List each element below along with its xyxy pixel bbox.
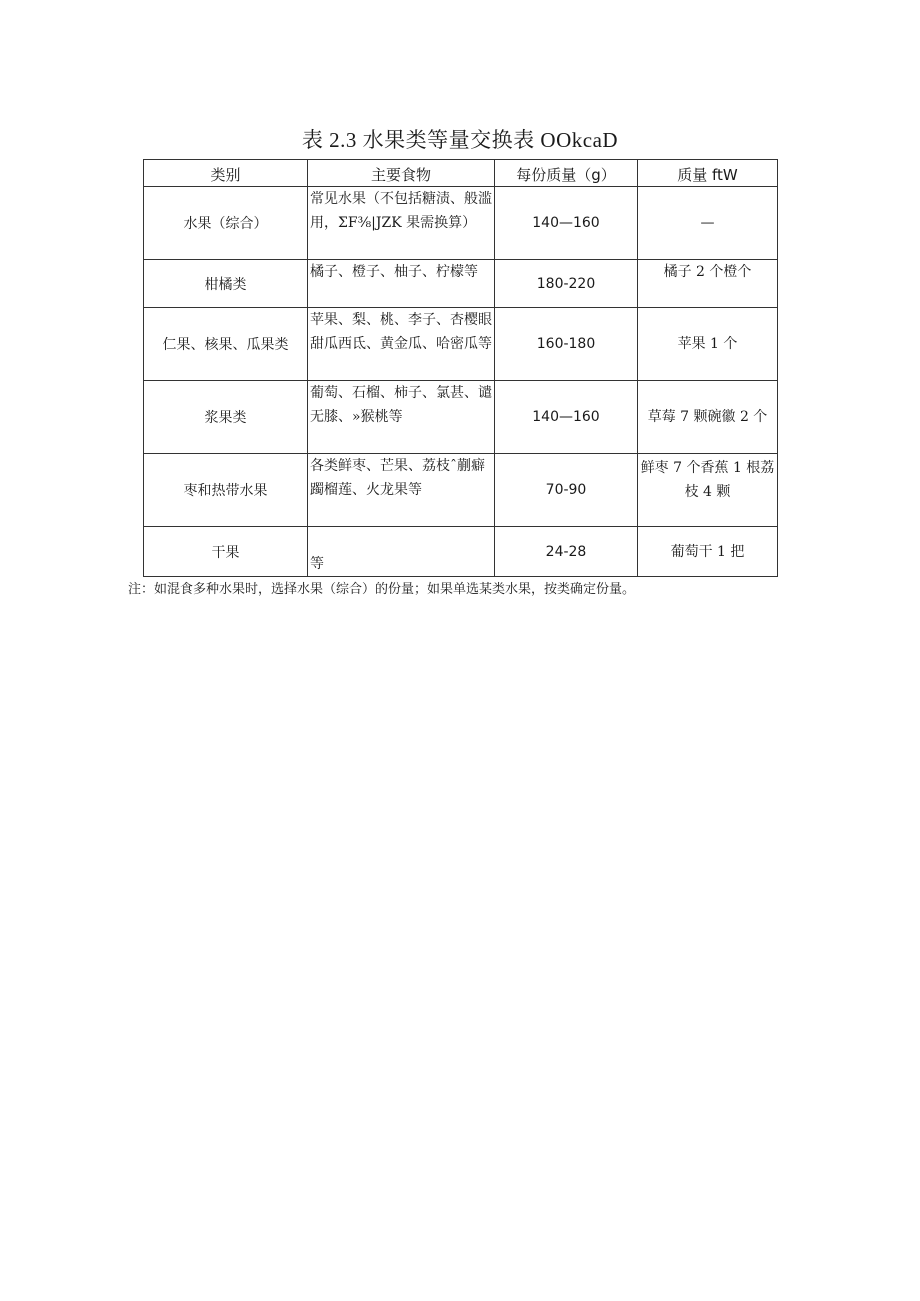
category-cell: 水果（综合） bbox=[144, 187, 308, 260]
category-cell: 仁果、核果、瓜果类 bbox=[144, 308, 308, 381]
table-row bbox=[144, 381, 778, 454]
main-foods-text: 橘子、橙子、柚子、柠檬等 bbox=[310, 264, 478, 280]
weight-cell: 24-28 bbox=[495, 527, 638, 577]
table-row bbox=[144, 187, 778, 260]
header-category: 类别 bbox=[144, 160, 308, 187]
quantity-cell: 橘子 2 个橙个 bbox=[638, 260, 778, 308]
table-header-row bbox=[144, 160, 778, 187]
category-cell: 柑橘类 bbox=[144, 260, 308, 308]
main-foods-text: 等 bbox=[310, 556, 324, 572]
weight-cell: 160-180 bbox=[495, 308, 638, 381]
fruit-exchange-table bbox=[143, 159, 778, 577]
header-main-foods: 主要食物 bbox=[308, 160, 495, 187]
main-foods-text: 苹果、梨、桃、李子、杏樱眼甜瓜西氐、黄金瓜、哈密瓜等 bbox=[310, 312, 492, 352]
quantity-cell: 苹果 1 个 bbox=[638, 308, 778, 381]
weight-cell: 70-90 bbox=[495, 454, 638, 527]
main-foods-cell bbox=[308, 381, 495, 454]
weight-cell: 180-220 bbox=[495, 260, 638, 308]
category-cell: 枣和热带水果 bbox=[144, 454, 308, 527]
main-foods-text: 各类鲜枣、芒果、荔枝ˆ蒯癖躅榴莲、火龙果等 bbox=[310, 458, 485, 498]
quantity-cell: 鲜枣 7 个香蕉 1 根荔枝 4 颗 bbox=[638, 454, 778, 527]
main-foods-text: 常见水果（不包括糖渍、般滥用，ΣF⅜|JZK 果需换算） bbox=[310, 191, 492, 231]
quantity-cell: 葡萄干 1 把 bbox=[638, 527, 778, 577]
table-row bbox=[144, 454, 778, 527]
category-cell: 浆果类 bbox=[144, 381, 308, 454]
category-cell: 干果 bbox=[144, 527, 308, 577]
table-note: 注：如混食多种水果时，选择水果（综合）的份量；如果单选某类水果，按类确定份量。 bbox=[128, 582, 636, 597]
main-foods-cell bbox=[308, 260, 495, 308]
weight-cell: 140—160 bbox=[495, 381, 638, 454]
main-foods-cell bbox=[308, 308, 495, 381]
table-title: 表 2.3 水果类等量交换表 OOkcaD bbox=[301, 128, 619, 152]
table-row bbox=[144, 260, 778, 308]
header-weight-per-serving: 每份质量（g） bbox=[495, 160, 638, 187]
table-row bbox=[144, 308, 778, 381]
main-foods-cell bbox=[308, 187, 495, 260]
table-row bbox=[144, 527, 778, 577]
main-foods-text: 葡萄、石榴、柿子、氯甚、谴无膝、»猴桃等 bbox=[310, 385, 492, 425]
quantity-cell: 草莓 7 颗碗徽 2 个 bbox=[638, 381, 778, 454]
header-quantity: 质量 ftW bbox=[638, 160, 778, 187]
quantity-cell: — bbox=[638, 187, 778, 260]
weight-cell: 140—160 bbox=[495, 187, 638, 260]
main-foods-cell bbox=[308, 454, 495, 527]
main-foods-cell bbox=[308, 527, 495, 577]
